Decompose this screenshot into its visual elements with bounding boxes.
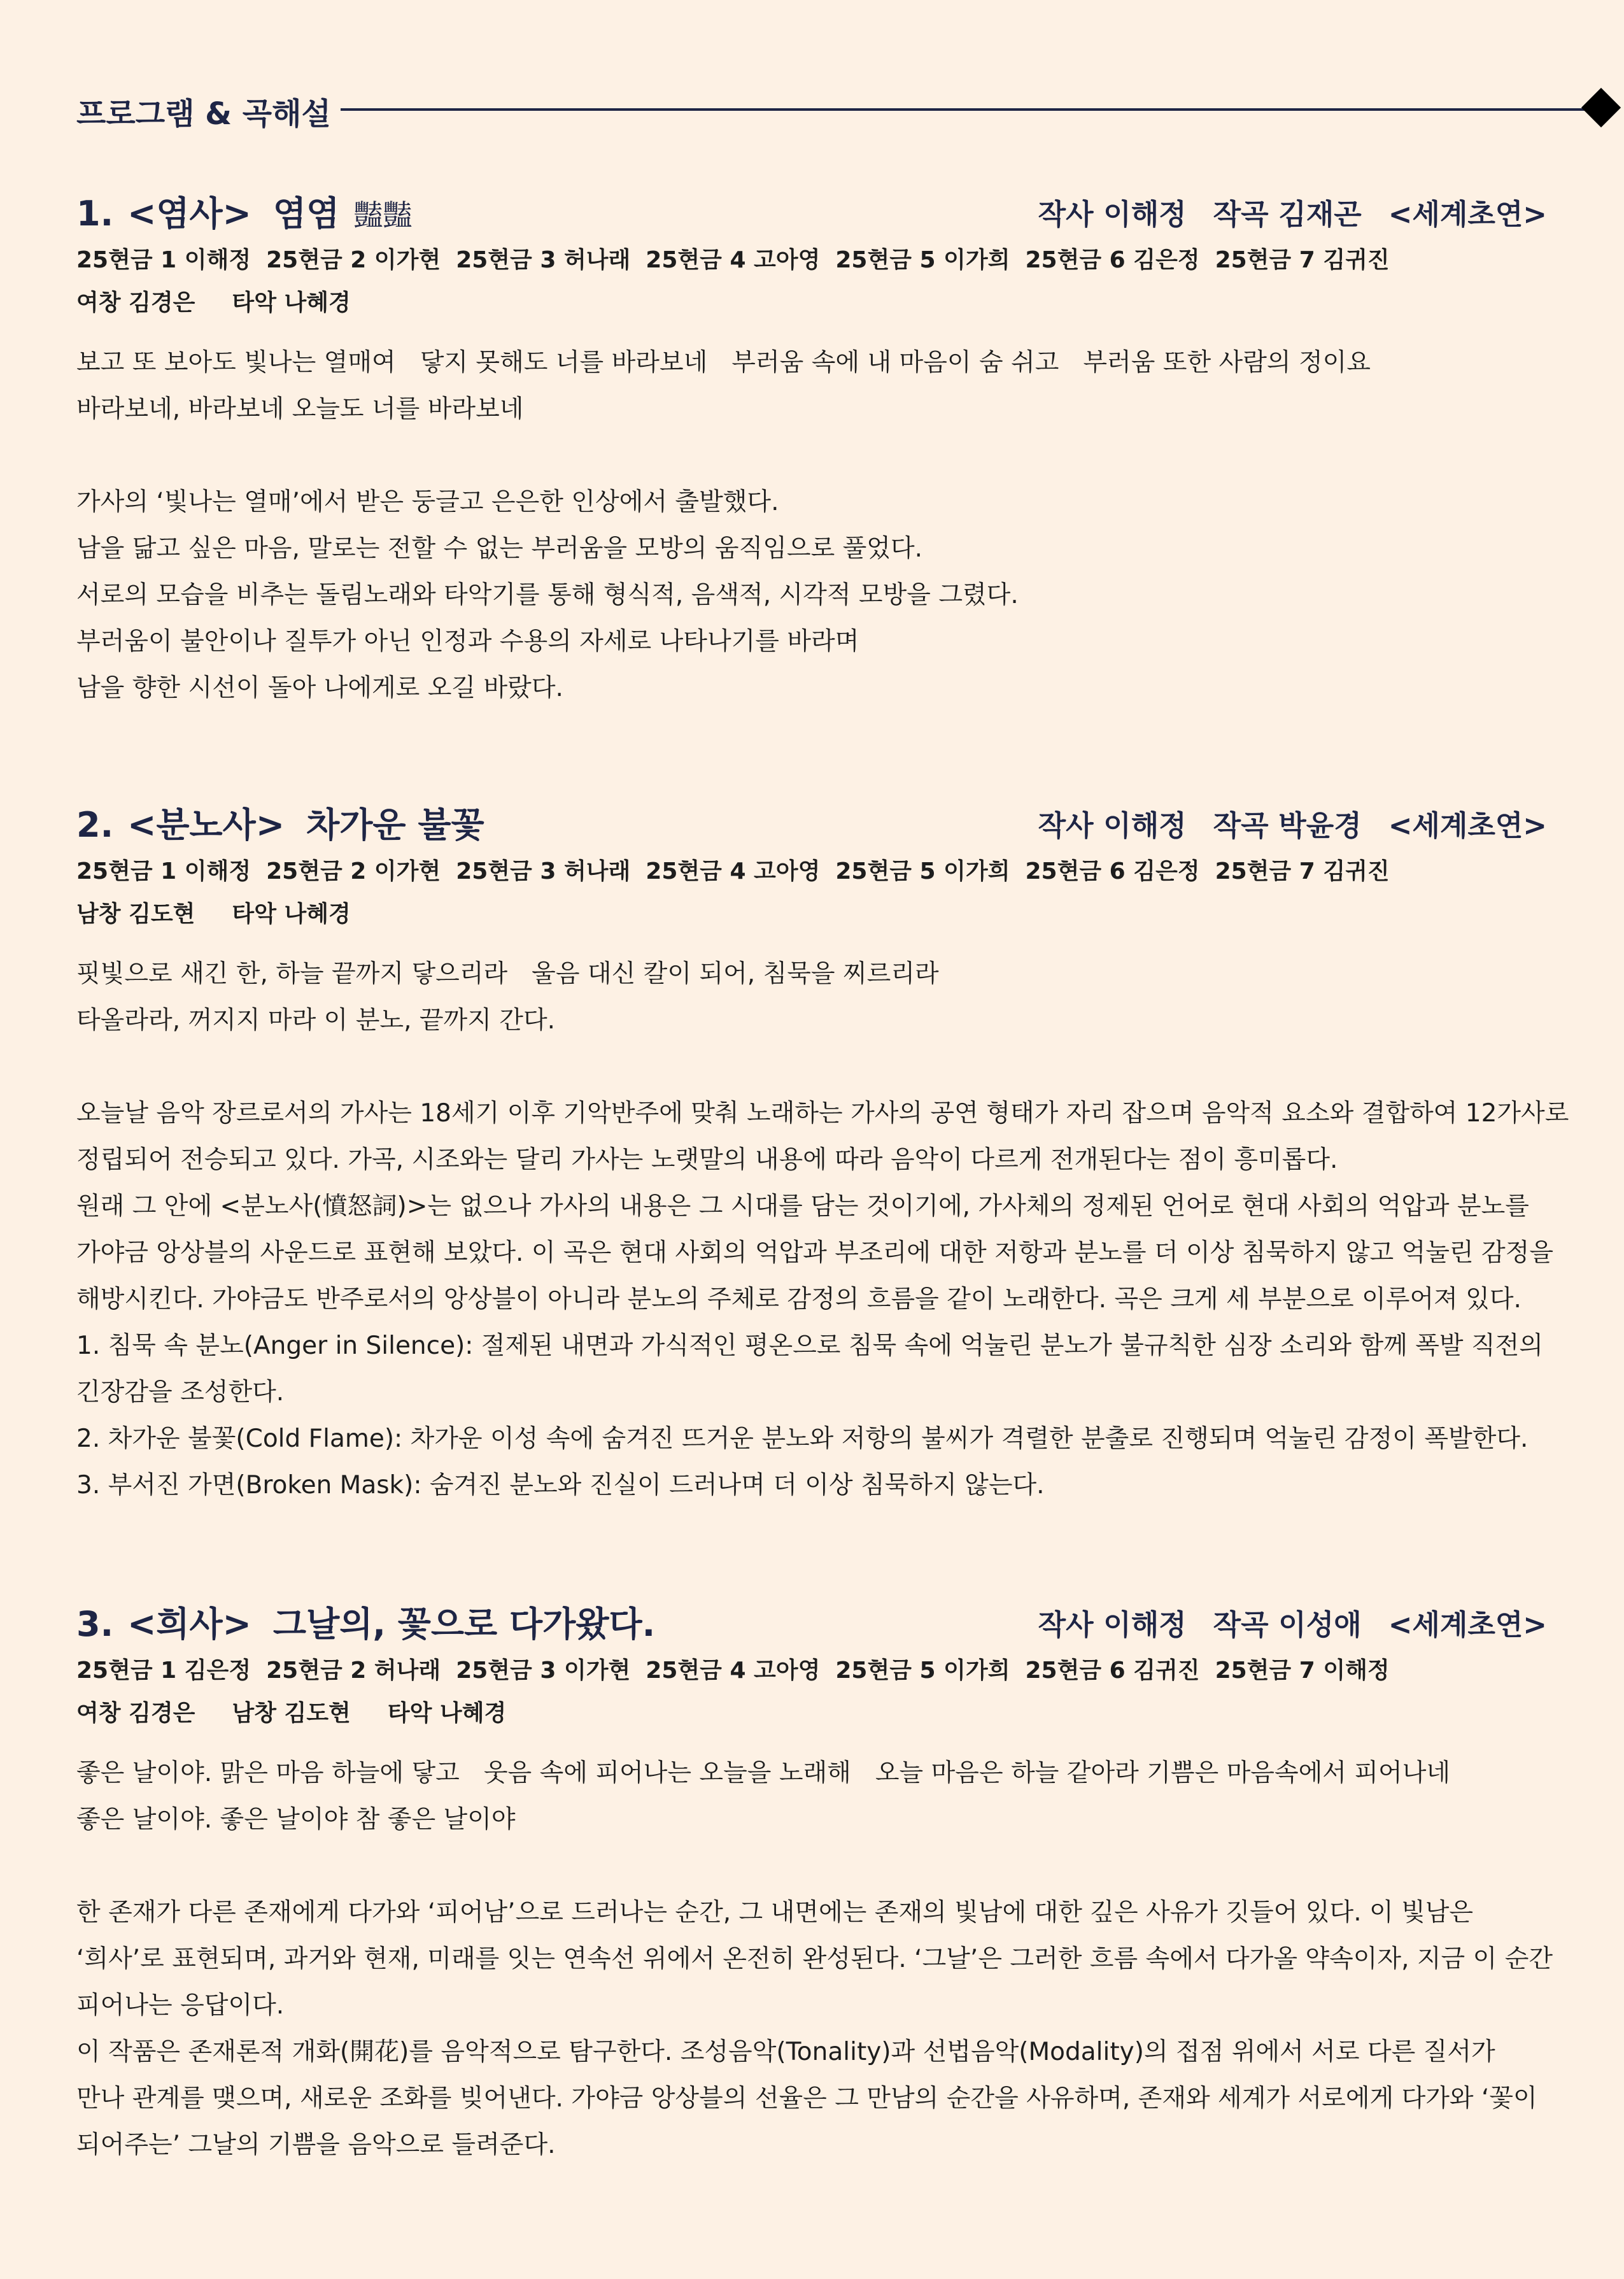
note-line: 원래 그 안에 <분노사(憤怒詞)>는 없으나 가사의 내용은 그 시대를 담는 것이기에, 가사체의 정제된 언어로 현대 사회의 억압과 분노를	[76, 1192, 1529, 1221]
lyric-segment: 핏빛으로 새긴 한, 하늘 끝까지 닿으리라	[76, 960, 508, 988]
program-notes	[76, 1889, 1553, 2168]
piece-title-row	[76, 1592, 1547, 1643]
performer: 25현금 4 고아영	[646, 858, 821, 884]
premiere-badge: <세계초연>	[1388, 197, 1547, 231]
note-line: 서로의 모습을 비추는 돌림노래와 타악기를 통해 형식적, 음색적, 시각적 모방을 그렸다.	[76, 581, 1019, 609]
premiere-badge: <세계초연>	[1388, 809, 1547, 842]
note-line: 남을 향한 시선이 돌아 나에게로 오길 바랐다.	[76, 674, 563, 702]
piece-title	[76, 798, 484, 847]
performer: 25현금 7 김귀진	[1215, 858, 1390, 884]
lyrics	[76, 339, 1547, 432]
piece-number: 2.	[76, 805, 114, 845]
piece-credits	[1012, 802, 1547, 844]
performer-line	[76, 281, 1547, 324]
piece-hanja: 豔豔	[353, 198, 413, 232]
performer: 남창 김도현	[232, 1700, 351, 1726]
page-title: 프로그램 & 곡해설	[76, 96, 331, 132]
performer: 25현금 6 김은정	[1025, 247, 1200, 273]
lyric-segment: 좋은 날이야. 맑은 마음 하늘에 닿고	[76, 1759, 460, 1787]
note-line: 되어주는’ 그날의 기쁨을 음악으로 들려준다.	[76, 2131, 556, 2159]
note-line: 가사의 ‘빛나는 열매’에서 받은 둥글고 은은한 인상에서 출발했다.	[76, 488, 779, 516]
lyrics-line	[76, 339, 1547, 386]
lyricist: 작사 이해정	[1038, 197, 1187, 231]
performer: 25현금 5 이가희	[835, 1658, 1010, 1684]
composer: 작곡 박윤경	[1213, 809, 1362, 842]
lyrics-line: 타올라라, 꺼지지 마라 이 분노, 끝까지 간다.	[76, 1006, 556, 1035]
performer: 여창 김경은	[76, 1700, 195, 1726]
note-line: 2. 차가운 불꽃(Cold Flame): 차가운 이성 속에 숨겨진 뜨거운 분노와 저항의 불씨가 격렬한 분출로 진행되며 억눌린 감정이 폭발한다.	[76, 1424, 1529, 1453]
performer-line	[76, 850, 1547, 893]
composer: 작곡 이성애	[1213, 1608, 1362, 1642]
performer: 25현금 6 김귀진	[1025, 1658, 1200, 1684]
lyric-segment: 닿지 못해도 너를 바라보네	[420, 348, 708, 377]
performer: 25현금 3 허나래	[456, 247, 631, 273]
performer: 25현금 1 이해정	[76, 858, 251, 884]
piece-2	[76, 793, 1569, 1509]
note-line: ‘희사’로 표현되며, 과거와 현재, 미래를 잇는 연속선 위에서 온전히 완성된다. ‘그날’은 그러한 흐름 속에서 다가올 약속이자, 지금 이 순간	[76, 1945, 1553, 1973]
program-notes	[76, 1090, 1569, 1509]
lyrics-line: 바라보네, 바라보네 오늘도 너를 바라보네	[76, 395, 524, 423]
piece-3	[76, 1592, 1553, 2168]
diamond-icon	[1581, 88, 1621, 127]
lyric-segment: 웃음 속에 피어나는 오늘을 노래해	[483, 1759, 851, 1787]
performer: 25현금 3 허나래	[456, 858, 631, 884]
piece-credits	[1012, 191, 1547, 232]
performer: 25현금 7 김귀진	[1215, 247, 1390, 273]
performer: 25현금 6 김은정	[1025, 858, 1200, 884]
note-line: 정립되어 전승되고 있다. 가곡, 시조와는 달리 가사는 노랫말의 내용에 따라 음악이 다르게 전개된다는 점이 흥미롭다.	[76, 1146, 1338, 1174]
note-line: 1. 침묵 속 분노(Anger in Silence): 절제된 내면과 가식적인 평온으로 침묵 속에 억눌린 분노가 불규칙한 심장 소리와 함께 폭발 직전의	[76, 1331, 1543, 1360]
performer-line	[76, 1692, 1547, 1735]
performer: 25현금 2 허나래	[266, 1658, 441, 1684]
performer-list	[76, 850, 1547, 935]
note-line: 오늘날 음악 장르로서의 가사는 18세기 이후 기악반주에 맞춰 노래하는 가사의 공연 형태가 자리 잡으며 음악적 요소와 결합하여 12가사로	[76, 1099, 1569, 1128]
performer: 25현금 5 이가희	[835, 858, 1010, 884]
note-line: 피어나는 응답이다.	[76, 1991, 285, 2020]
note-line: 만나 관계를 맺으며, 새로운 조화를 빚어낸다. 가야금 앙상블의 선율은 그 만남의 순간을 사유하며, 존재와 세계가 서로에게 다가와 ‘꽃이	[76, 2084, 1537, 2113]
lyric-segment: 울음 대신 칼이 되어, 침묵을 찌르리라	[532, 960, 939, 988]
performer-line	[76, 239, 1547, 281]
performer: 25현금 4 고아영	[646, 247, 821, 273]
performer: 여창 김경은	[76, 290, 195, 316]
piece-title-row	[76, 793, 1547, 844]
performer-line	[76, 1649, 1547, 1692]
piece-name: 차가운 불꽃	[306, 805, 484, 845]
note-line: 남을 닮고 싶은 마음, 말로는 전할 수 없는 부러움을 모방의 움직임으로 풀었다.	[76, 534, 923, 563]
piece-category: <분노사>	[127, 805, 285, 845]
note-line: 긴장감을 조성한다.	[76, 1378, 285, 1407]
performer: 25현금 5 이가희	[835, 247, 1010, 273]
piece-name: 염염	[272, 194, 340, 234]
piece-number: 1.	[76, 194, 114, 234]
lyricist: 작사 이해정	[1038, 809, 1187, 842]
program-notes	[76, 479, 1547, 711]
lyrics	[76, 1750, 1547, 1843]
lyricist: 작사 이해정	[1038, 1608, 1187, 1642]
piece-category: <희사>	[127, 1604, 251, 1644]
performer-list	[76, 239, 1547, 324]
composer: 작곡 김재곤	[1213, 197, 1362, 231]
piece-name: 그날의, 꽃으로 다가왔다.	[272, 1604, 656, 1644]
piece-category: <염사>	[127, 194, 251, 234]
performer: 타악 나혜경	[232, 290, 351, 316]
performer-line	[76, 893, 1547, 935]
performer: 25현금 2 이가현	[266, 858, 441, 884]
piece-1	[76, 181, 1547, 711]
note-line: 이 작품은 존재론적 개화(開花)를 음악적으로 탐구한다. 조성음악(Tonality)과 선법음악(Modality)의 접점 위에서 서로 다른 질서가	[76, 2038, 1495, 2066]
note-line: 3. 부서진 가면(Broken Mask): 숨겨진 분노와 진실이 드러나며 더 이상 침묵하지 않는다.	[76, 1471, 1045, 1500]
performer: 타악 나혜경	[232, 901, 351, 927]
performer: 남창 김도현	[76, 901, 195, 927]
lyrics	[76, 951, 1547, 1044]
lyric-segment: 보고 또 보아도 빛나는 열매여	[76, 348, 396, 377]
note-line: 해방시킨다. 가야금도 반주로서의 앙상블이 아니라 분노의 주체로 감정의 흐름을 같이 노래한다. 곡은 크게 세 부분으로 이루어져 있다.	[76, 1285, 1522, 1314]
performer: 25현금 1 이해정	[76, 247, 251, 273]
lyric-segment: 부러움 속에 내 마음이 숨 쉬고	[731, 348, 1059, 377]
performer-list	[76, 1649, 1547, 1735]
piece-title	[76, 1597, 655, 1646]
note-line: 가야금 앙상블의 사운드로 표현해 보았다. 이 곡은 현대 사회의 억압과 부조리에 대한 저항과 분노를 더 이상 침묵하지 않고 억눌린 감정을	[76, 1239, 1554, 1267]
piece-credits	[1012, 1601, 1547, 1643]
lyrics-line: 좋은 날이야. 좋은 날이야 참 좋은 날이야	[76, 1805, 516, 1834]
page-header	[76, 83, 1547, 134]
performer: 25현금 1 김은정	[76, 1658, 251, 1684]
performer: 25현금 2 이가현	[266, 247, 441, 273]
piece-title-row	[76, 181, 1547, 232]
piece-title	[76, 187, 412, 236]
lyric-segment: 오늘 마음은 하늘 같아라 기쁨은 마음속에서 피어나네	[875, 1759, 1451, 1787]
note-line: 한 존재가 다른 존재에게 다가와 ‘피어남’으로 드러나는 순간, 그 내면에는 존재의 빛남에 대한 깊은 사유가 깃들어 있다. 이 빛남은	[76, 1898, 1474, 1927]
lyrics-line	[76, 951, 1547, 997]
performer: 25현금 4 고아영	[646, 1658, 821, 1684]
performer: 25현금 3 이가현	[456, 1658, 631, 1684]
lyric-segment: 부러움 또한 사람의 정이요	[1083, 348, 1371, 377]
header-rule	[341, 108, 1595, 111]
piece-number: 3.	[76, 1604, 114, 1644]
premiere-badge: <세계초연>	[1388, 1608, 1547, 1642]
performer: 타악 나혜경	[387, 1700, 507, 1726]
lyrics-line	[76, 1750, 1547, 1796]
performer: 25현금 7 이해정	[1215, 1658, 1390, 1684]
note-line: 부러움이 불안이나 질투가 아닌 인정과 수용의 자세로 나타나기를 바라며	[76, 627, 859, 656]
